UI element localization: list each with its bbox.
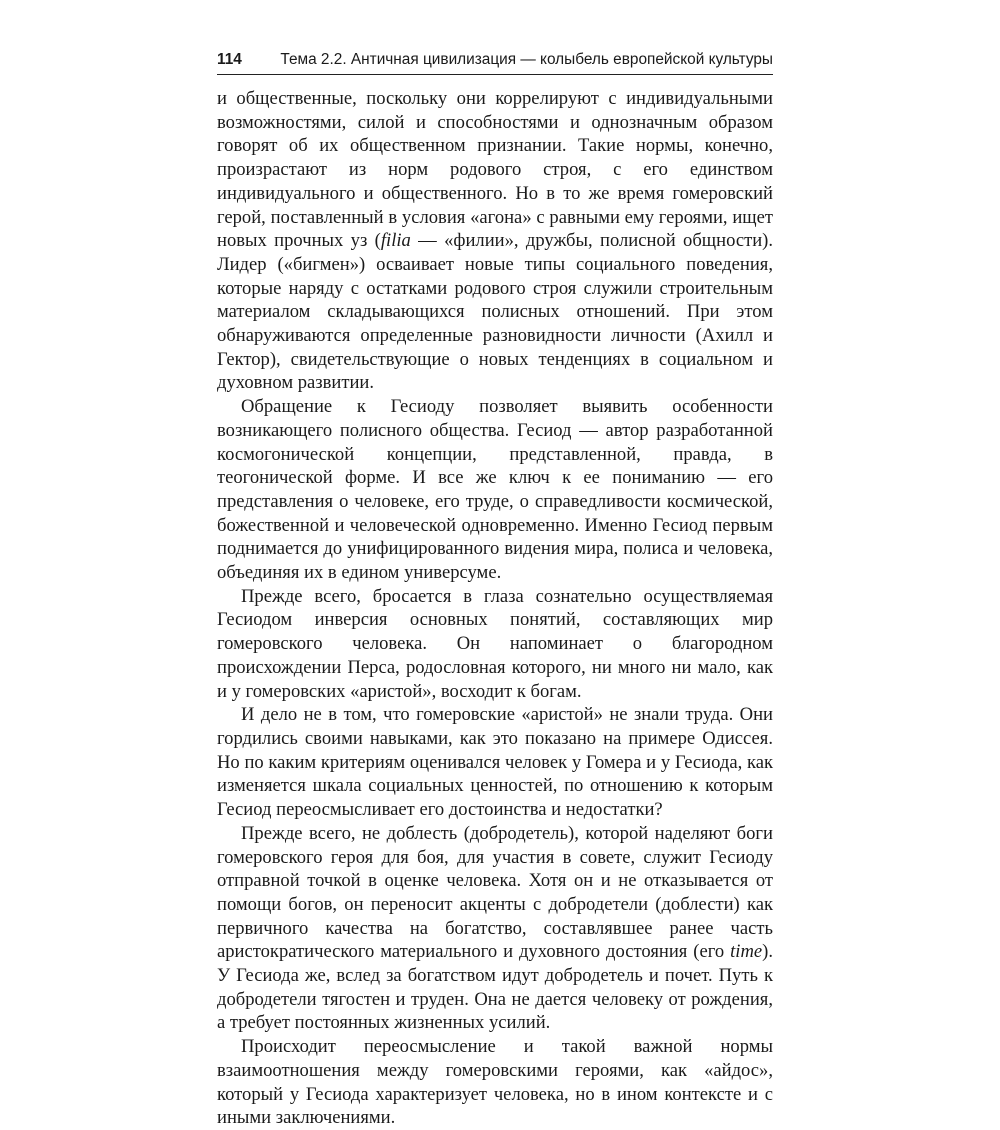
paragraph-1 xyxy=(217,87,773,395)
text-segment: ). У Гесиода же, вслед за богатством идут добродетель и почет. Путь к добродетели тягостен и труден. Она не дается человеку от рождения, а требует постоянных жизненных усилий. xyxy=(217,941,773,1034)
paragraph-4 xyxy=(217,703,773,822)
italic-term-time: time xyxy=(730,941,763,963)
page-number: 114 xyxy=(217,51,242,68)
running-header xyxy=(217,50,773,75)
paragraph-3 xyxy=(217,585,773,704)
text-segment: Прежде всего, не доблесть (добродетель), которой наделяют боги гомеровского героя для боя, для участия в совете, служит Гесиоду отправной точкой в оценке человека. Хотя он и не отказывается от помощи богов, он переносит акценты с добродетели (доблести) как первичного качества на богатство, составлявшее ранее часть аристократического материального и духовного достояния (его xyxy=(217,822,773,963)
body-text xyxy=(217,87,773,1130)
book-page xyxy=(217,50,773,1130)
paragraph-5 xyxy=(217,822,773,1035)
chapter-title: Тема 2.2. Античная цивилизация — колыбель европейской культуры xyxy=(280,51,773,68)
text-segment: и общественные, поскольку они коррелируют с индивидуальными возможностями, силой и способностями и однозначным образом говорят об их общественном признании. Такие нормы, конечно, произрастают из норм родового строя, с его единством индивидуального и общественного. Но в то же время гомеровский герой, поставленный в условия «агона» с равными ему героями, ищет новых прочных уз ( xyxy=(217,88,773,252)
text-segment: Обращение к Гесиоду позволяет выявить особенности возникающего полисного общества. Гесиод — автор разработанной космогонической концепции, представленной, правда, в теогонической форме. И все же ключ к ее пониманию — его представления о человеке, его труде, о справедливости космической, божественной и человеческой одновременно. Именно Гесиод первым поднимается до унифицированного видения мира, полиса и человека, объединяя их в едином универсуме. xyxy=(217,396,773,584)
paragraph-2 xyxy=(217,395,773,585)
text-segment: Происходит переосмысление и такой важной нормы взаимоотношения между гомеровскими героями, как «айдос», который у Гесиода характеризует человека, но в ином контексте и с иными заключениями. xyxy=(217,1036,773,1129)
paragraph-6 xyxy=(217,1035,773,1130)
text-segment: И дело не в том, что гомеровские «аристой» не знали труда. Они гордились своими навыками, как это показано на примере Одиссея. Но по каким критериям оценивался человек у Гомера и у Гесиода, как изменяется шкала социальных ценностей, по отношению к которым Гесиод переосмысливает его достоинства и недостатки? xyxy=(217,704,773,821)
italic-term-filia: filia xyxy=(380,230,411,252)
text-segment: — «филии», дружбы, полисной общности). Лидер («бигмен») осваивает новые типы социального поведения, которые наряду с остатками родового строя служили строительным материалом складывающихся полисных отношений. При этом обнаруживаются определенные разновидности личности (Ахилл и Гектор), свидетельствующие о новых тенденциях в социальном и духовном развитии. xyxy=(217,230,773,394)
text-segment: Прежде всего, бросается в глаза сознательно осуществляемая Гесиодом инверсия основных понятий, составляющих мир гомеровского человека. Он напоминает о благородном происхождении Перса, родословная которого, ни много ни мало, как и у гомеровских «аристой», восходит к богам. xyxy=(217,585,773,702)
